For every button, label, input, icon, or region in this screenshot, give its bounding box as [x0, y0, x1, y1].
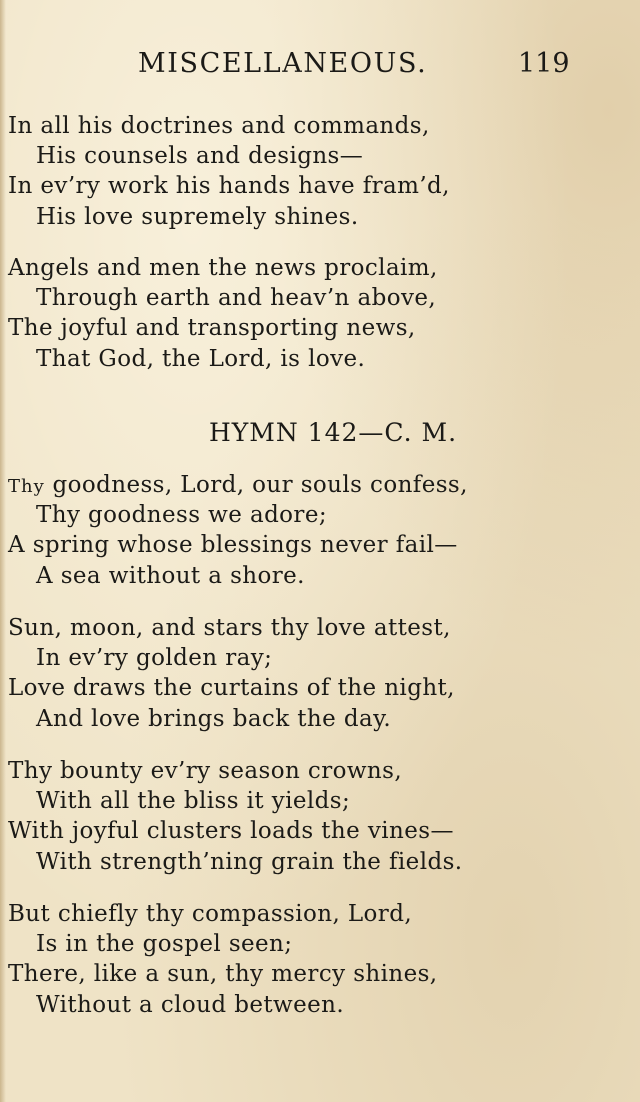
verse-line: Love draws the curtains of the night, [8, 675, 455, 702]
hymn-title: HYMN 142—C. M. [208, 418, 458, 447]
section-title: MISCELLANEOUS. [138, 48, 428, 79]
first-line-rest: goodness, Lord, our souls confess, [44, 472, 468, 498]
hymn-heading [0, 418, 640, 447]
verse-line: There, like a sun, thy mercy shines, [8, 961, 438, 988]
verse-line: A spring whose blessings never fail— [8, 532, 458, 559]
verse-line: The joyful and transporting news, [8, 315, 416, 342]
verse-line: And love brings back the day. [36, 705, 392, 732]
verse-line: Angels and men the news proclaim, [8, 255, 438, 281]
verse-line: Thy bounty ev’ry season crowns, [8, 758, 403, 784]
hymn-stanza-2 [0, 613, 640, 734]
verse-line: In ev’ry golden ray; [36, 645, 273, 672]
verse-line: Sun, moon, and stars thy love attest, [8, 615, 451, 641]
verse-line: In all his doctrines and commands, [8, 113, 430, 139]
verse-line: In ev’ry work his hands have fram’d, [8, 173, 450, 200]
verse-line: With strength’ning grain the fields. [36, 848, 463, 875]
verse-line: With joyful clusters loads the vines— [8, 818, 454, 845]
running-header [0, 48, 640, 88]
verse-line: With all the bliss it yields; [36, 788, 351, 815]
drop-word: Thy [8, 476, 45, 497]
verse-line: Thy goodness we adore; [36, 502, 327, 529]
stanza-2 [0, 253, 640, 374]
verse-line: But chiefly thy compassion, Lord, [8, 901, 413, 927]
hymn-stanza-4 [0, 899, 640, 1020]
page-number: 119 [518, 48, 570, 79]
verse-line-first [0, 470, 640, 500]
verse-line: Through earth and heav’n above, [36, 285, 437, 312]
verse-line: His love supremely shines. [36, 203, 359, 230]
verse-line: A sea without a shore. [36, 562, 305, 589]
verse-line: That God, the Lord, is love. [36, 345, 366, 372]
stanza-1 [0, 111, 640, 232]
hymn-stanza-3 [0, 756, 640, 877]
verse-line: Is in the gospel seen; [36, 931, 293, 958]
verse-line: Without a cloud between. [36, 991, 345, 1018]
hymn-stanza-1 [0, 470, 640, 591]
verse-line: His counsels and designs— [36, 143, 364, 170]
